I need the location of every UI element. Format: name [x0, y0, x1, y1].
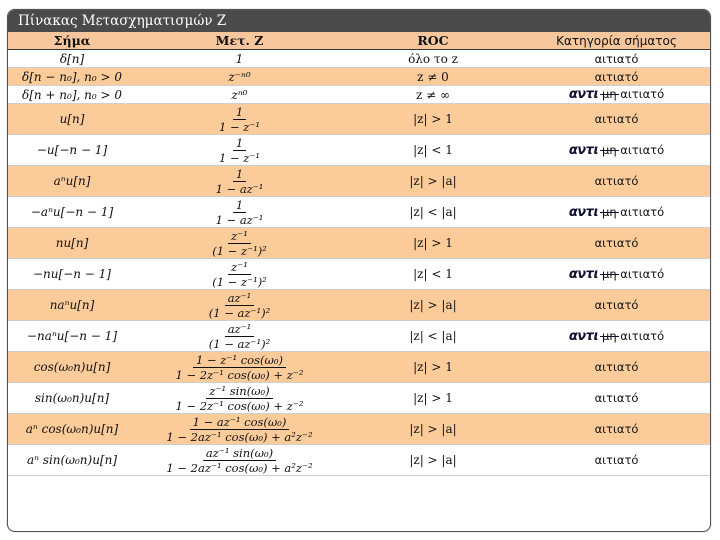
- fraction-numerator: az⁻¹ sin(ω₀): [203, 447, 276, 461]
- table-row: [8, 50, 710, 68]
- roc-cell: |z| > 1: [343, 104, 523, 135]
- header-roc: ROC: [343, 32, 523, 50]
- z-transform-fraction: [173, 354, 307, 381]
- roc-cell: όλο το z: [343, 50, 523, 68]
- category-label: αιτιατό: [594, 360, 639, 374]
- z-transform-cell: [136, 228, 343, 259]
- category-label: αιτιατό: [594, 298, 639, 312]
- signal-cell: sin(ω₀n)u[n]: [8, 383, 136, 414]
- fraction-numerator: az⁻¹: [225, 323, 255, 337]
- z-transform-fraction: [213, 168, 267, 195]
- category-label: αιτιατό: [594, 391, 639, 405]
- z-transform-fraction: [206, 292, 273, 319]
- category-cell: [523, 414, 710, 445]
- header-z-transform: Μετ. Ζ: [136, 32, 343, 50]
- z-transform-cell: [136, 197, 343, 228]
- fraction-denominator: 1 − 2az⁻¹ cos(ω₀) + a²z⁻²: [166, 460, 313, 475]
- roc-cell: |z| > |a|: [343, 445, 523, 476]
- fraction-denominator: (1 − z⁻¹)²: [212, 243, 267, 258]
- category-cell: [523, 86, 710, 104]
- fraction-denominator: 1 − az⁻¹: [215, 181, 264, 196]
- fraction-numerator: az⁻¹: [225, 292, 255, 306]
- category-label: αιτιατό: [594, 174, 639, 188]
- header-category: Κατηγορία σήματος: [523, 32, 710, 50]
- table-row: [8, 197, 710, 228]
- table-row: [8, 86, 710, 104]
- category-cell: [523, 259, 710, 290]
- roc-cell: |z| > 1: [343, 352, 523, 383]
- z-transform-cell: [136, 259, 343, 290]
- roc-cell: z ≠ ∞: [343, 86, 523, 104]
- table-row: [8, 352, 710, 383]
- z-transform-cell: [136, 383, 343, 414]
- fraction-denominator: 1 − 2z⁻¹ cos(ω₀) + z⁻²: [175, 367, 304, 382]
- z-transform-cell: [136, 352, 343, 383]
- signal-cell: δ[n − n₀], n₀ > 0: [8, 68, 136, 86]
- roc-cell: |z| < |a|: [343, 321, 523, 352]
- fraction-denominator: 1 − 2z⁻¹ cos(ω₀) + z⁻²: [175, 398, 304, 413]
- fraction-denominator: 1 − z⁻¹: [218, 150, 260, 165]
- table-title: Πίνακας Μετασχηματισμών Ζ: [8, 10, 710, 32]
- table-row: [8, 228, 710, 259]
- fraction-numerator: 1: [233, 137, 246, 151]
- z-transform-cell: [136, 104, 343, 135]
- z-transform-fraction: [163, 447, 315, 474]
- fraction-numerator: z⁻¹: [228, 230, 251, 244]
- z-transform-fraction: [213, 199, 267, 226]
- category-label: αιτιατό: [594, 422, 639, 436]
- fraction-numerator: 1: [233, 168, 246, 182]
- z-transform-fraction: [216, 137, 263, 164]
- z-transform-cell: [136, 290, 343, 321]
- handwritten-annotation: αντι: [568, 204, 599, 220]
- signal-cell: naⁿu[n]: [8, 290, 136, 321]
- signal-cell: aⁿ cos(ω₀n)u[n]: [8, 414, 136, 445]
- fraction-numerator: 1: [233, 199, 246, 213]
- category-label: αιτιατό: [594, 453, 639, 467]
- category-label: αιτιατό: [594, 112, 639, 126]
- roc-cell: |z| < |a|: [343, 197, 523, 228]
- signal-cell: nu[n]: [8, 228, 136, 259]
- z-transform-cell: [136, 135, 343, 166]
- z-transform-fraction: [173, 385, 307, 412]
- z-transform-cell: [136, 414, 343, 445]
- table-row: [8, 414, 710, 445]
- roc-cell: |z| > |a|: [343, 166, 523, 197]
- category-cell: [523, 228, 710, 259]
- category-label: αιτιατό: [594, 69, 639, 84]
- signal-cell: −nu[−n − 1]: [8, 259, 136, 290]
- struck-out-text: μη: [602, 328, 617, 343]
- fraction-denominator: (1 − az⁻¹)²: [208, 336, 271, 351]
- roc-cell: |z| > 1: [343, 383, 523, 414]
- category-cell: [523, 290, 710, 321]
- roc-cell: |z| < 1: [343, 135, 523, 166]
- category-cell: [523, 321, 710, 352]
- z-transform-fraction: [209, 261, 270, 288]
- header-signal: Σήμα: [8, 32, 136, 50]
- struck-out-text: μη: [602, 87, 617, 101]
- signal-cell: aⁿu[n]: [8, 166, 136, 197]
- z-transform-fraction: [216, 106, 263, 133]
- category-cell: [523, 445, 710, 476]
- table-row: [8, 445, 710, 476]
- fraction-numerator: 1 − az⁻¹ cos(ω₀): [190, 416, 290, 430]
- category-label: αιτιατό: [620, 87, 665, 101]
- table-row: [8, 166, 710, 197]
- signal-cell: u[n]: [8, 104, 136, 135]
- signal-cell: −naⁿu[−n − 1]: [8, 321, 136, 352]
- z-transform-cell: 1: [136, 50, 343, 68]
- fraction-denominator: 1 − z⁻¹: [218, 119, 260, 134]
- table-row: [8, 259, 710, 290]
- category-label: αιτιατό: [620, 204, 665, 219]
- roc-cell: |z| < 1: [343, 259, 523, 290]
- category-label: αιτιατό: [620, 142, 665, 157]
- category-cell: [523, 352, 710, 383]
- category-cell: [523, 104, 710, 135]
- fraction-numerator: z⁻¹: [228, 261, 251, 275]
- handwritten-annotation: αντι: [568, 142, 599, 158]
- table-row: [8, 104, 710, 135]
- signal-cell: aⁿ sin(ω₀n)u[n]: [8, 445, 136, 476]
- table-row: [8, 321, 710, 352]
- category-label: αιτιατό: [620, 328, 665, 343]
- z-transform-fraction: [163, 416, 315, 443]
- struck-out-text: μη: [602, 142, 617, 157]
- fraction-denominator: (1 − az⁻¹)²: [208, 305, 271, 320]
- category-cell: [523, 166, 710, 197]
- struck-out-text: μη: [602, 204, 617, 219]
- roc-cell: |z| > |a|: [343, 414, 523, 445]
- header-row: [8, 32, 710, 50]
- fraction-numerator: z⁻¹ sin(ω₀): [206, 385, 272, 399]
- z-transform-cell: [136, 445, 343, 476]
- table-body: [8, 50, 710, 476]
- category-label: αιτιατό: [594, 236, 639, 250]
- table-row: [8, 68, 710, 86]
- category-cell: [523, 383, 710, 414]
- table-row: [8, 290, 710, 321]
- fraction-denominator: 1 − 2az⁻¹ cos(ω₀) + a²z⁻²: [166, 429, 313, 444]
- fraction-denominator: (1 − z⁻¹)²: [212, 274, 267, 289]
- z-transform-fraction: [206, 323, 273, 350]
- signal-cell: δ[n + n₀], n₀ > 0: [8, 86, 136, 104]
- signal-cell: cos(ω₀n)u[n]: [8, 352, 136, 383]
- handwritten-annotation: αντι: [568, 266, 599, 282]
- z-transform-cell: [136, 166, 343, 197]
- category-cell: [523, 135, 710, 166]
- signal-cell: −u[−n − 1]: [8, 135, 136, 166]
- roc-cell: |z| > |a|: [343, 290, 523, 321]
- roc-cell: z ≠ 0: [343, 68, 523, 86]
- z-transform-fraction: [209, 230, 270, 257]
- signal-cell: −aⁿu[−n − 1]: [8, 197, 136, 228]
- fraction-numerator: 1 − z⁻¹ cos(ω₀): [193, 354, 286, 368]
- fraction-denominator: 1 − az⁻¹: [215, 212, 264, 227]
- z-transform-table: [8, 32, 710, 476]
- roc-cell: |z| > 1: [343, 228, 523, 259]
- table-row: [8, 383, 710, 414]
- handwritten-annotation: αντι: [568, 328, 599, 344]
- z-transform-table-card: [7, 9, 711, 532]
- table-row: [8, 135, 710, 166]
- category-label: αιτιατό: [594, 51, 639, 66]
- category-cell: [523, 50, 710, 68]
- z-transform-cell: z⁻ⁿ⁰: [136, 68, 343, 86]
- category-cell: [523, 197, 710, 228]
- category-cell: [523, 68, 710, 86]
- handwritten-annotation: αντι: [568, 87, 599, 102]
- signal-cell: δ[n]: [8, 50, 136, 68]
- category-label: αιτιατό: [620, 266, 665, 281]
- fraction-numerator: 1: [233, 106, 246, 120]
- z-transform-cell: [136, 321, 343, 352]
- struck-out-text: μη: [602, 266, 617, 281]
- z-transform-cell: zⁿ⁰: [136, 86, 343, 104]
